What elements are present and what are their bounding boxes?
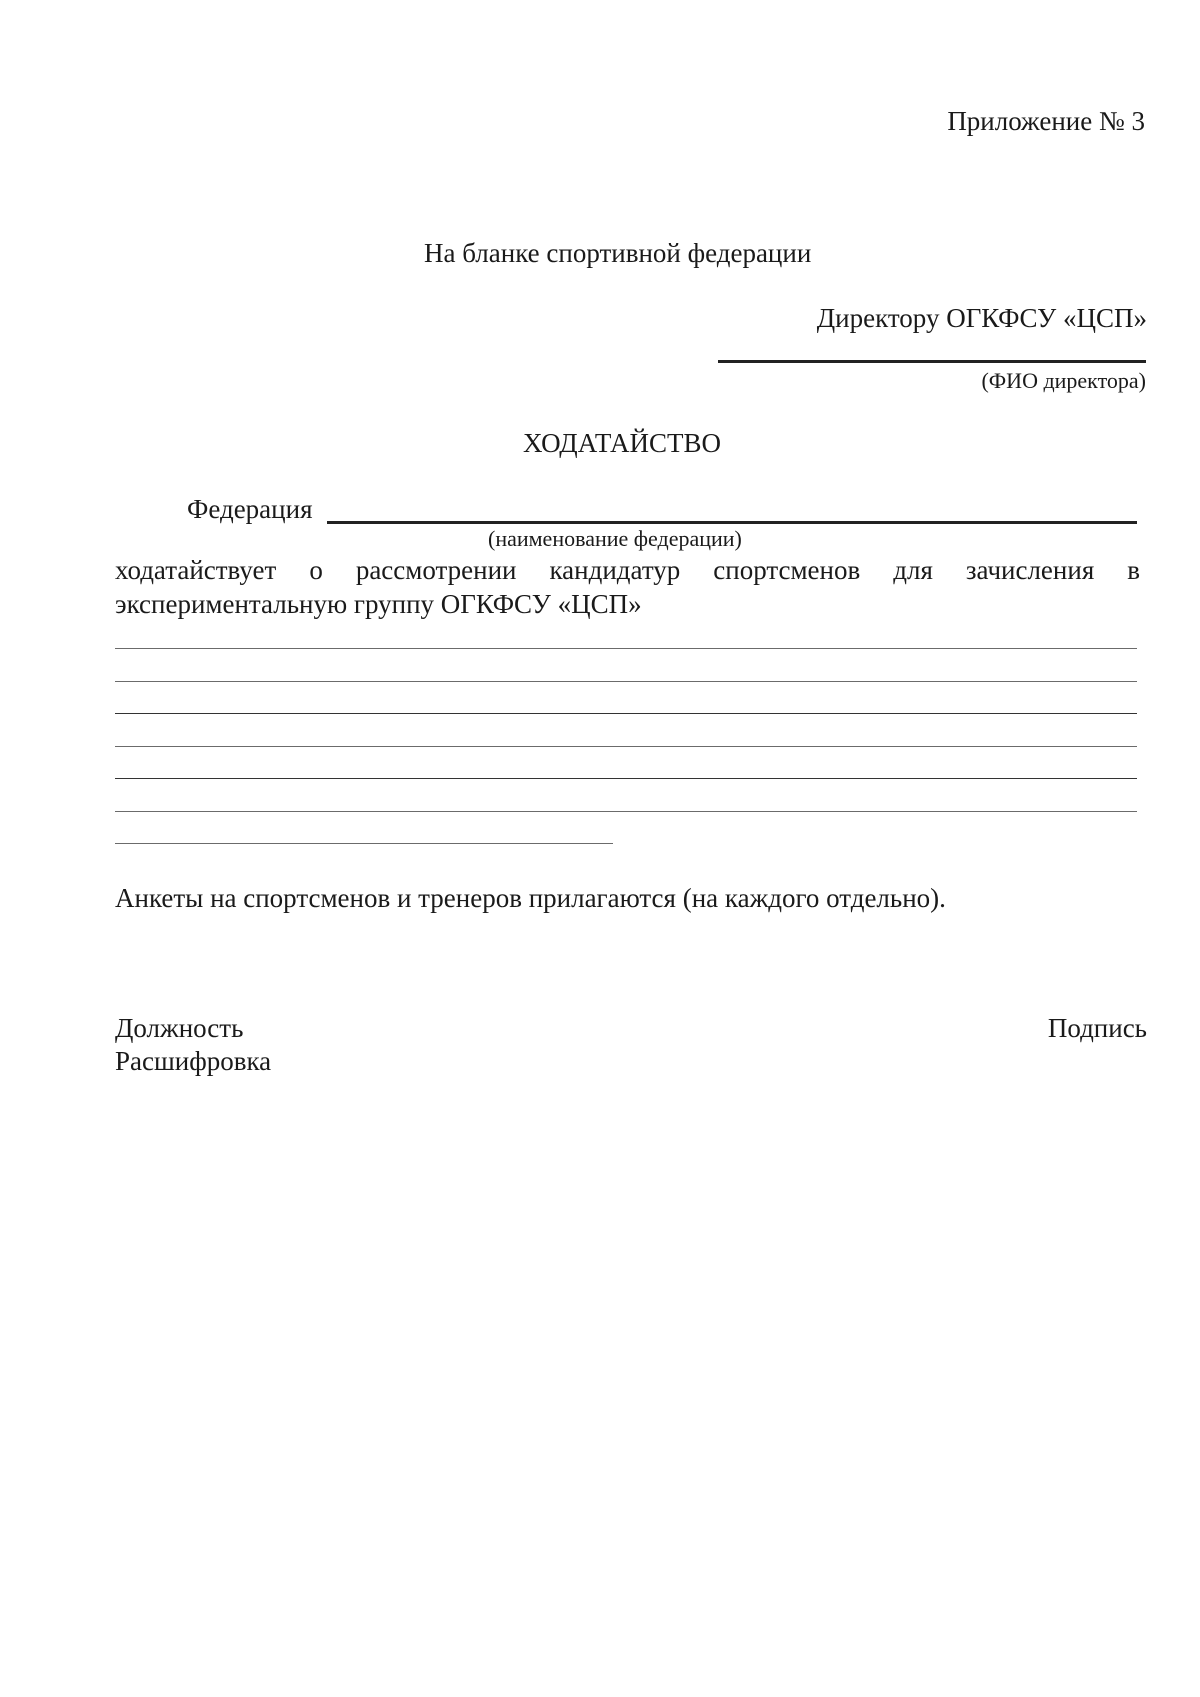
director-name-line <box>718 360 1146 363</box>
fill-line <box>115 648 1137 649</box>
addressee: Директору ОГКФСУ «ЦСП» <box>816 303 1147 333</box>
letterhead-note: На бланке спортивной федерации <box>424 238 812 268</box>
position-label: Должность <box>115 1013 244 1043</box>
federation-name-line <box>327 521 1137 524</box>
document-title: ХОДАТАЙСТВО <box>523 428 721 458</box>
fill-line <box>115 713 1137 714</box>
fill-line <box>115 811 1137 812</box>
attachments-note: Анкеты на спортсменов и тренеров прилагаются (на каждого отдельно). <box>115 883 946 913</box>
petition-body-line-1: ходатайствует о рассмотрении кандидатур спортсменов для зачисления в <box>115 555 1140 585</box>
federation-label: Федерация <box>187 494 313 524</box>
fill-line-short <box>115 843 613 844</box>
name-decoding-label: Расшифровка <box>115 1046 272 1076</box>
appendix-number: Приложение № 3 <box>947 106 1145 136</box>
director-caption: (ФИО директора) <box>981 368 1146 393</box>
signature-label: Подпись <box>1047 1013 1147 1043</box>
fill-line <box>115 681 1137 682</box>
petition-body-line-2: экспериментальную группу ОГКФСУ «ЦСП» <box>115 589 642 619</box>
fill-line <box>115 746 1137 747</box>
fill-line <box>115 778 1137 779</box>
federation-caption: (наименование федерации) <box>488 526 742 551</box>
